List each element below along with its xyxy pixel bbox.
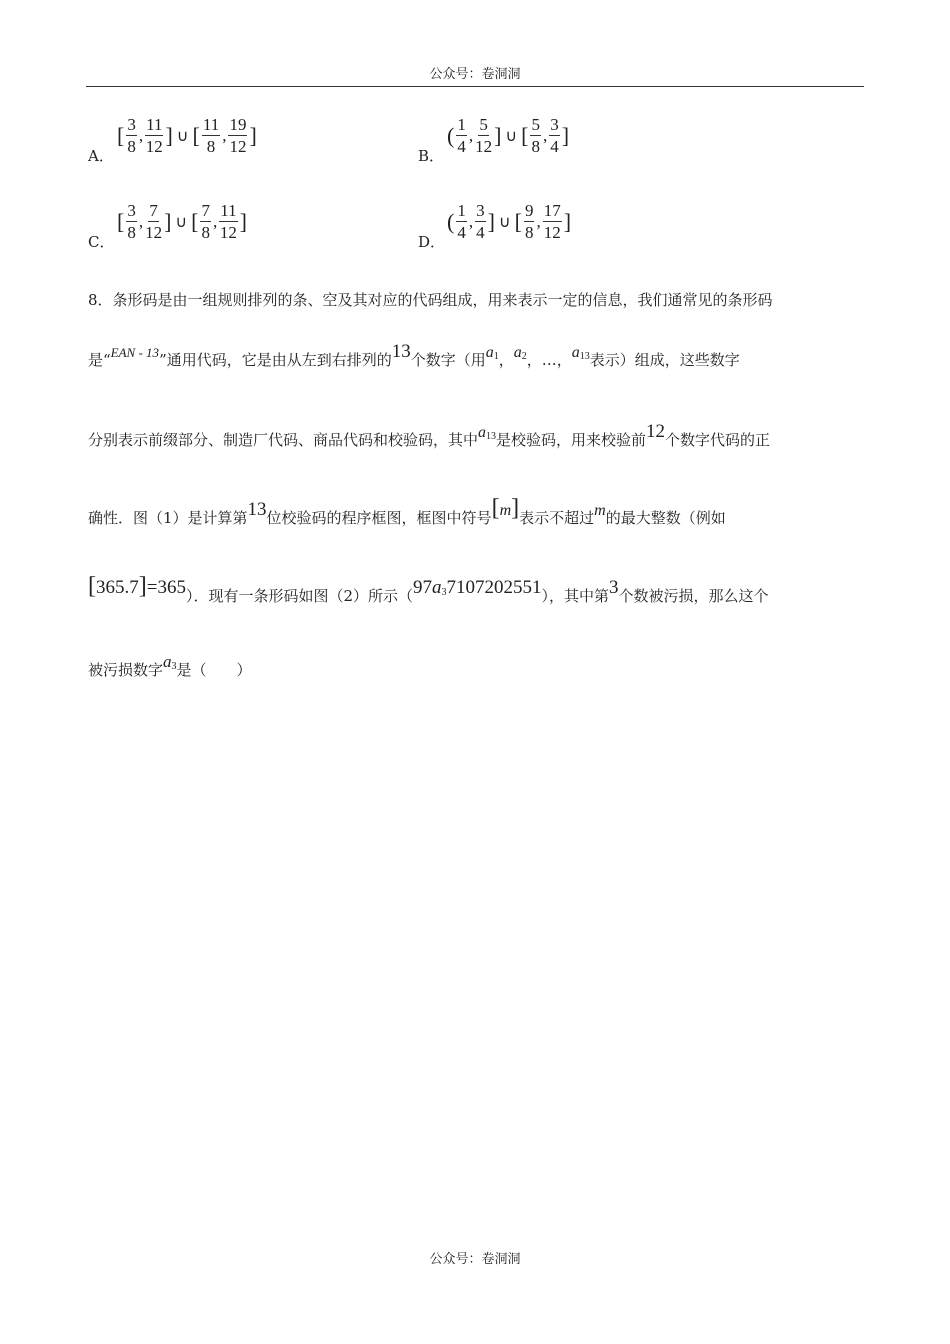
option-a-expression: [ $\frac{3}{8}$ , $\frac{11}{12}$ ] ∪ [ $\frac{11}{8}$ , $\frac{19}{12}$ ] [117,115,257,156]
question-line-5: [365.7]=365）．现有一条形码如图（2）所示$(97a_37107202551)$，其中第3个数被污损，那么这个 [88,573,769,605]
option-d-expression: ( $\frac{1}{4}$ , $\frac{3}{4}$ ] ∪ [ $\frac{9}{8}$ , $\frac{17}{12}$ ] [447,201,572,242]
option-c-expression: [ $\frac{3}{8}$ , $\frac{7}{12}$ ] ∪ [ $\frac{7}{8}$ , $\frac{11}{12}$ ] [117,201,247,242]
fraction: $\frac{5}{8}$ [531,115,540,156]
union-symbol: ∪ [505,127,518,145]
fraction: $\frac{5}{12}$ [475,115,493,156]
fraction: $\frac{7}{8}$ [201,201,210,242]
option-b-expression: ( $\frac{1}{4}$ , $\frac{5}{12}$ ] ∪ [ $\frac{5}{8}$ , $\frac{3}{4}$ ] [447,115,570,156]
union-symbol: ∪ [498,213,511,231]
fraction: $\frac{17}{12}$ [543,201,561,242]
ean-13-label: EAN - 13 [110,345,160,360]
question-line-1: 8．条形码是由一组规则排列的条、空及其对应的代码组成，用来表示一定的信息，我们通常见的条形码 [88,291,773,309]
question-line-2: 是“EAN - 13”通用代码，它是由从左到右排列的13个数字（用$a_1$，$a_2$，…，$a_{13}$表示）组成，这些数字 [88,341,740,369]
union-symbol: ∪ [175,213,188,231]
barcode-number: $97a_37107202551$ [413,577,542,598]
question-line-6: 被污损数字$a_3$是（ ） [88,652,252,679]
fraction: $\frac{7}{12}$ [145,201,163,242]
fraction: $\frac{11}{12}$ [145,115,163,156]
fraction: $\frac{1}{4}$ [457,201,466,242]
page-footer: 公众号：卷洞洞 [429,1252,521,1267]
fraction: $\frac{3}{8}$ [127,115,136,156]
fraction: $\frac{3}{4}$ [476,201,485,242]
page-header: 公众号：卷洞洞 [86,66,864,87]
union-symbol: ∪ [176,127,189,145]
fraction: $\frac{19}{12}$ [229,115,247,156]
fraction: $\frac{3}{4}$ [550,115,559,156]
question-line-3: 分别表示前缀部分、制造厂代码、商品代码和校验码，其中$a_{13}$是校验码，用来校验前12个数字代码的正 [88,421,771,449]
fraction: $\frac{11}{12}$ [219,201,237,242]
fraction: $\frac{11}{8}$ [202,115,220,156]
fraction: $\frac{1}{4}$ [457,115,466,156]
question-line-4: 确性．图（1）是计算第13位校验码的程序框图，框图中符号[m]表示不超过m的最大整数（例如 [88,495,726,527]
fraction: $\frac{9}{8}$ [524,201,534,242]
fraction: $\frac{3}{8}$ [127,201,136,242]
